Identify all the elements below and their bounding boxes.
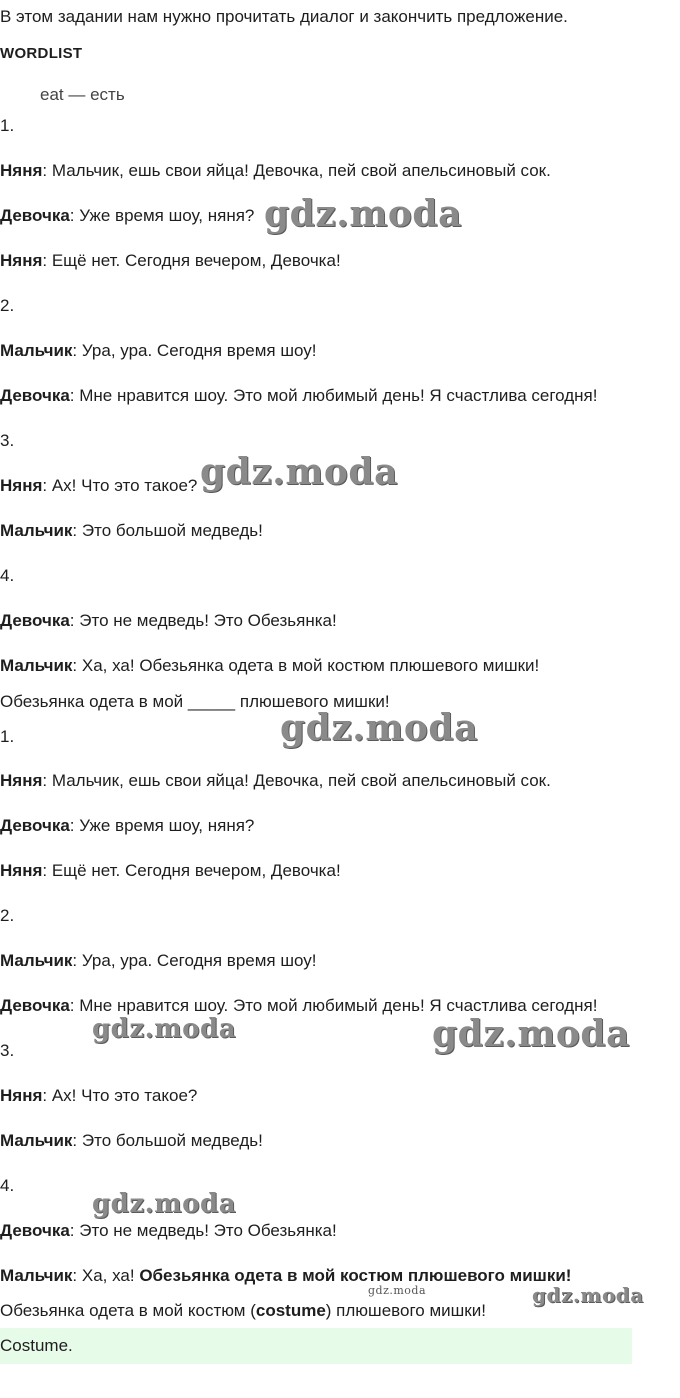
speaker-name: Мальчик bbox=[0, 1131, 73, 1150]
line-text: Мне нравится шоу. Это мой любимый день! Я счастлива сегодня! bbox=[79, 386, 598, 405]
watermark: gdz.moda bbox=[368, 1284, 427, 1297]
separator: : bbox=[69, 1221, 80, 1240]
separator: : bbox=[72, 656, 82, 675]
separator: : bbox=[72, 341, 82, 360]
line-text: Мальчик, ешь свои яйца! Девочка, пей свой апельсиновый сок. bbox=[51, 161, 551, 180]
sentence-end: ) плюшевого мишки! bbox=[325, 1301, 486, 1320]
speaker-name: Мальчик bbox=[0, 521, 73, 540]
line-text: Это не медведь! Это Обезьянка! bbox=[79, 611, 337, 630]
line-text: Ах! Что это такое? bbox=[51, 476, 198, 495]
line-text: Ха, ха! bbox=[81, 1266, 140, 1285]
intro-text: В этом задании нам нужно прочитать диалог и закончить предложение. bbox=[0, 7, 568, 26]
speaker-name: Няня bbox=[0, 476, 43, 495]
dialog-line bbox=[0, 655, 539, 677]
separator: : bbox=[72, 1266, 82, 1285]
wordlist-fragment-text: eat — есть bbox=[40, 85, 125, 104]
dialog-line bbox=[0, 815, 254, 837]
speaker-name: Няня bbox=[0, 771, 43, 790]
separator: : bbox=[69, 611, 80, 630]
section-number: 3. bbox=[0, 1041, 15, 1060]
line-text: Ах! Что это такое? bbox=[51, 1086, 198, 1105]
dialog-line bbox=[0, 1130, 263, 1152]
dialog-line-highlighted bbox=[0, 1265, 571, 1287]
watermark: gdz.moda bbox=[280, 707, 478, 749]
section-number: 2. bbox=[0, 296, 15, 315]
dialog-line bbox=[0, 1220, 337, 1242]
watermark: gdz.moda bbox=[264, 193, 462, 235]
separator: : bbox=[42, 1086, 52, 1105]
speaker-name: Мальчик bbox=[0, 656, 73, 675]
speaker-name: Девочка bbox=[0, 996, 70, 1015]
answer-box bbox=[0, 1328, 632, 1364]
key-sentence: Обезьянка одета в мой костюм плюшевого мишки! bbox=[139, 1266, 572, 1285]
watermark: gdz.moda bbox=[92, 1189, 237, 1219]
speaker-name: Девочка bbox=[0, 816, 70, 835]
speaker-name: Мальчик bbox=[0, 341, 73, 360]
line-text: Это большой медведь! bbox=[81, 1131, 263, 1150]
dialog-line bbox=[0, 385, 597, 407]
answer-word: costume bbox=[255, 1301, 326, 1320]
speaker-name: Девочка bbox=[0, 1221, 70, 1240]
line-text: Это не медведь! Это Обезьянка! bbox=[79, 1221, 337, 1240]
speaker-name: Девочка bbox=[0, 611, 70, 630]
dialog-line bbox=[0, 610, 337, 632]
dialog-line bbox=[0, 340, 317, 362]
dialog-line bbox=[0, 475, 197, 497]
wordlist-clipped-fragment bbox=[40, 85, 130, 105]
line-text: Ещё нет. Сегодня вечером, Девочка! bbox=[51, 861, 341, 880]
completed-sentence bbox=[0, 1300, 486, 1322]
separator: : bbox=[42, 161, 52, 180]
line-text: Ещё нет. Сегодня вечером, Девочка! bbox=[51, 251, 341, 270]
section-number: 1. bbox=[0, 116, 15, 135]
section-number: 4. bbox=[0, 1176, 15, 1195]
separator: : bbox=[42, 771, 52, 790]
line-text: Ура, ура. Сегодня время шоу! bbox=[81, 341, 317, 360]
separator: : bbox=[72, 521, 82, 540]
sentence-start: Обезьянка одета в мой костюм ( bbox=[0, 1301, 256, 1320]
watermark: gdz.moda bbox=[532, 1283, 644, 1307]
dialog-line bbox=[0, 205, 254, 227]
separator: : bbox=[69, 996, 80, 1015]
separator: : bbox=[69, 206, 80, 225]
line-text: Мне нравится шоу. Это мой любимый день! Я счастлива сегодня! bbox=[79, 996, 598, 1015]
watermark: gdz.moda bbox=[92, 1014, 237, 1044]
speaker-name: Няня bbox=[0, 861, 43, 880]
dialog-line bbox=[0, 160, 551, 182]
speaker-name: Няня bbox=[0, 161, 43, 180]
separator: : bbox=[72, 951, 82, 970]
wordlist-heading: WORDLIST bbox=[0, 45, 83, 62]
dialog-line bbox=[0, 770, 551, 792]
speaker-name: Девочка bbox=[0, 386, 70, 405]
line-text: Ура, ура. Сегодня время шоу! bbox=[81, 951, 317, 970]
speaker-name: Девочка bbox=[0, 206, 70, 225]
line-text: Это большой медведь! bbox=[81, 521, 263, 540]
line-text: Уже время шоу, няня? bbox=[79, 206, 255, 225]
dialog-line bbox=[0, 860, 341, 882]
speaker-name: Мальчик bbox=[0, 951, 73, 970]
speaker-name: Мальчик bbox=[0, 1266, 73, 1285]
dialog-line bbox=[0, 520, 263, 542]
dialog-line bbox=[0, 950, 317, 972]
separator: : bbox=[69, 386, 80, 405]
line-text: Мальчик, ешь свои яйца! Девочка, пей свой апельсиновый сок. bbox=[51, 771, 551, 790]
section-number: 1. bbox=[0, 727, 15, 746]
line-text: Уже время шоу, няня? bbox=[79, 816, 255, 835]
separator: : bbox=[72, 1131, 82, 1150]
section-number: 3. bbox=[0, 431, 15, 450]
watermark: gdz.moda bbox=[200, 451, 398, 493]
section-number: 4. bbox=[0, 566, 15, 585]
dialog-line bbox=[0, 250, 341, 272]
separator: : bbox=[42, 476, 52, 495]
section-number: 2. bbox=[0, 906, 15, 925]
answer-text: Costume. bbox=[0, 1336, 73, 1355]
dialog-line bbox=[0, 1085, 197, 1107]
watermark: gdz.moda bbox=[432, 1013, 630, 1055]
separator: : bbox=[69, 816, 80, 835]
speaker-name: Няня bbox=[0, 251, 43, 270]
task-sentence: Обезьянка одета в мой _____ плюшевого мишки! bbox=[0, 692, 390, 711]
speaker-name: Няня bbox=[0, 1086, 43, 1105]
line-text: Ха, ха! Обезьянка одета в мой костюм плюшевого мишки! bbox=[81, 656, 540, 675]
separator: : bbox=[42, 251, 52, 270]
separator: : bbox=[42, 861, 52, 880]
